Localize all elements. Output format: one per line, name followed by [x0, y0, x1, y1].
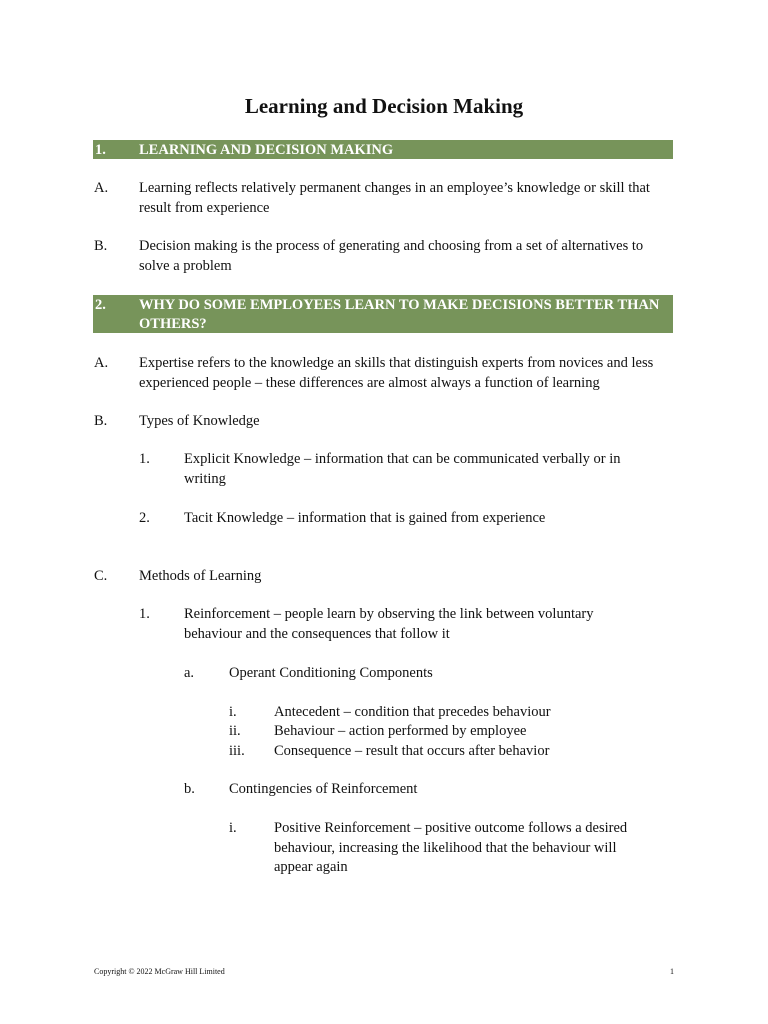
- list-text: Consequence – result that occurs after behavior: [274, 743, 550, 759]
- list-marker: ii.: [229, 723, 241, 739]
- list-marker: 1.: [139, 606, 150, 622]
- list-marker: i.: [229, 820, 237, 836]
- list-marker: i.: [229, 704, 237, 720]
- list-text: Tacit Knowledge – information that is gained from experience: [184, 510, 546, 526]
- list-marker: A.: [94, 355, 109, 371]
- list-marker: C.: [94, 568, 108, 584]
- list-text: Behaviour – action performed by employee: [274, 723, 527, 739]
- list-text: Operant Conditioning Components: [229, 665, 433, 681]
- section-1-heading: [93, 140, 673, 159]
- section-number: 2.: [95, 297, 106, 313]
- list-marker: 1.: [139, 451, 150, 467]
- list-marker: b.: [184, 781, 195, 797]
- list-marker: B.: [94, 238, 108, 254]
- section-2-heading: [93, 295, 673, 333]
- list-text: Positive Reinforcement – positive outcome follows a desired behaviour, increasing the likelihood that the behaviour will appear again: [274, 820, 628, 876]
- list-marker: 2.: [139, 510, 150, 526]
- page-title: Learning and Decision Making: [244, 94, 524, 118]
- list-text: Methods of Learning: [139, 568, 262, 584]
- list-text: Contingencies of Reinforcement: [229, 781, 418, 797]
- list-text: Antecedent – condition that precedes behaviour: [274, 704, 551, 720]
- list-text: Reinforcement – people learn by observing the link between voluntary behaviour and the consequences that follow it: [184, 606, 594, 642]
- list-marker: A.: [94, 180, 109, 196]
- page-number: 1: [670, 967, 674, 976]
- list-marker: B.: [94, 413, 108, 429]
- list-marker: a.: [184, 665, 195, 681]
- section-number: 1.: [95, 142, 106, 158]
- list-text: Explicit Knowledge – information that can be communicated verbally or in writing: [184, 451, 621, 487]
- list-marker: iii.: [229, 743, 245, 759]
- list-text: Decision making is the process of generating and choosing from a set of alternatives to solve a problem: [139, 238, 644, 274]
- list-text: Expertise refers to the knowledge an skills that distinguish experts from novices and less experienced people – these differences are almost always a function of learning: [139, 355, 654, 391]
- list-text: Types of Knowledge: [139, 413, 260, 429]
- section-title: LEARNING AND DECISION MAKING: [139, 142, 394, 158]
- footer-copyright: Copyright © 2022 McGraw Hill Limited: [94, 967, 225, 976]
- section-title: WHY DO SOME EMPLOYEES LEARN TO MAKE DECISIONS BETTER THAN OTHERS?: [139, 297, 660, 332]
- list-text: Learning reflects relatively permanent changes in an employee’s knowledge or skill that result from experience: [139, 180, 650, 216]
